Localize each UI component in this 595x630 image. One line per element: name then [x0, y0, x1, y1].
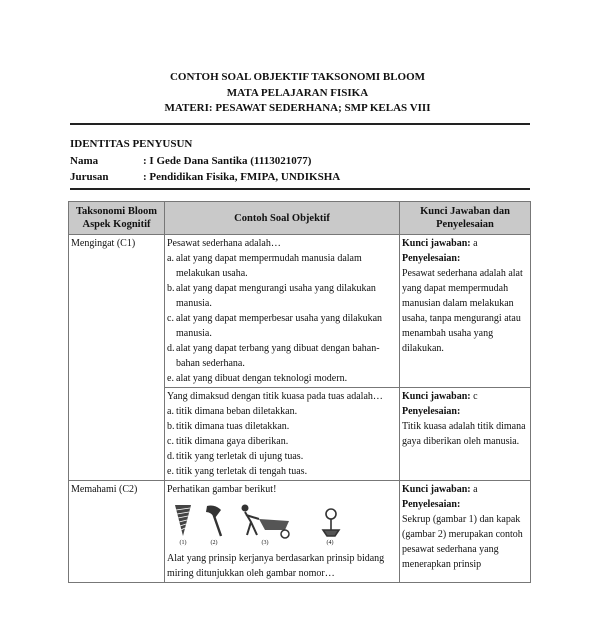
option-item: a. titik dimana beban diletakkan.	[167, 406, 298, 417]
question-text-2: Alat yang prinsip kerjanya berdasarkan prinsip bidang miring ditunjukkan oleh gambar nomor…	[167, 553, 385, 579]
question-cell	[165, 235, 400, 388]
screw-icon	[173, 502, 193, 540]
solution-label: Penyelesaian:	[402, 253, 461, 264]
header-taxonomy: Taksonomi Bloom Aspek Kognitif	[69, 202, 165, 235]
figure-label: (3)	[261, 540, 269, 546]
option-item: e. alat yang dibuat dengan teknologi modern.	[167, 373, 348, 384]
question-text: Pesawat sederhana adalah…	[167, 238, 281, 249]
level-cell: Mengingat (C1)	[69, 235, 165, 481]
level-cell: Memahami (C2)	[69, 481, 165, 583]
answer-cell	[400, 235, 531, 388]
option-item: a. alat yang dapat mempermudah manusia dalam melakukan usaha.	[167, 253, 362, 279]
answer-cell	[400, 388, 531, 481]
divider-top	[70, 123, 530, 125]
title-line-2: MATA PELAJARAN FISIKA	[226, 86, 369, 99]
lever-tool-icon	[317, 506, 343, 540]
solution-label: Penyelesaian:	[402, 499, 461, 510]
questions-table	[68, 201, 531, 583]
question-text: Perhatikan gambar berikut!	[167, 484, 277, 495]
header-answer: Kunci Jawaban dan Penyelesaian	[400, 202, 531, 235]
answer-key: Kunci jawaban: a	[402, 484, 478, 495]
divider-middle	[70, 188, 530, 190]
wheelbarrow-person-icon	[235, 502, 295, 540]
axe-icon	[201, 502, 227, 540]
solution-text: Titik kuasa adalah titik dimana gaya diberikan oleh manusia.	[402, 421, 526, 447]
figure-2	[201, 502, 227, 547]
figure-4	[317, 506, 343, 547]
option-item: e. titik yang terletak di tengah tuas.	[167, 466, 308, 477]
table-row	[69, 481, 531, 583]
title-line-3: MATERI: PESAWAT SEDERHANA; SMP KELAS VIII	[164, 102, 431, 114]
question-text: Yang dimaksud dengan titik kuasa pada tuas adalah…	[167, 391, 383, 402]
figure-strip	[167, 497, 397, 551]
solution-text: Pesawat sederhana adalah alat yang dapat mempermudah manusian dalam melakukan usaha, tanpa mengurangi atau menambah usaha yang dilakukan.	[402, 268, 523, 354]
figure-label: (2)	[210, 540, 218, 546]
option-item: b. alat yang dapat mengurangi usaha yang dilakukan manusia.	[167, 283, 376, 309]
answer-key: Kunci jawaban: c	[402, 391, 478, 402]
table-header-row	[69, 202, 531, 235]
option-item: c. titik dimana gaya diberikan.	[167, 436, 289, 447]
name-value: : I Gede Dana Santika (1113021077)	[143, 155, 312, 167]
option-item: c. alat yang dapat memperbesar usaha yang dilakukan manusia.	[167, 313, 383, 339]
dept-label: Jurusan	[70, 171, 109, 183]
solution-text: Sekrup (gambar 1) dan kapak (gambar 2) merupakan contoh pesawat sederhana yang menerapkan prinsip	[402, 514, 523, 570]
question-cell	[165, 481, 400, 583]
dept-value: : Pendidikan Fisika, FMIPA, UNDIKSHA	[143, 171, 341, 183]
figure-label: (4)	[326, 540, 334, 546]
figure-label: (1)	[179, 540, 187, 546]
answer-cell	[400, 481, 531, 583]
header-question: Contoh Soal Objektif	[165, 202, 400, 235]
option-list	[167, 251, 397, 386]
identity-dept-row	[70, 169, 530, 185]
identity-heading: IDENTITAS PENYUSUN	[70, 138, 193, 150]
name-label: Nama	[70, 155, 99, 167]
figure-1	[173, 502, 193, 547]
option-item: b. titik dimana tuas diletakkan.	[167, 421, 290, 432]
identity-name-row	[70, 153, 530, 169]
title-line-1: CONTOH SOAL OBJEKTIF TAKSONOMI BLOOM	[169, 71, 426, 83]
answer-key: Kunci jawaban: a	[402, 238, 478, 249]
table-row	[69, 235, 531, 388]
option-list	[167, 404, 397, 479]
solution-label: Penyelesaian:	[402, 406, 461, 417]
option-item: d. titik yang terletak di ujung tuas.	[167, 451, 304, 462]
document-title	[0, 70, 595, 117]
option-item: d. alat yang dapat terbang yang dibuat dengan bahan-bahan sederhana.	[167, 343, 380, 369]
author-identity	[70, 137, 530, 185]
question-cell	[165, 388, 400, 481]
figure-3	[235, 502, 295, 547]
